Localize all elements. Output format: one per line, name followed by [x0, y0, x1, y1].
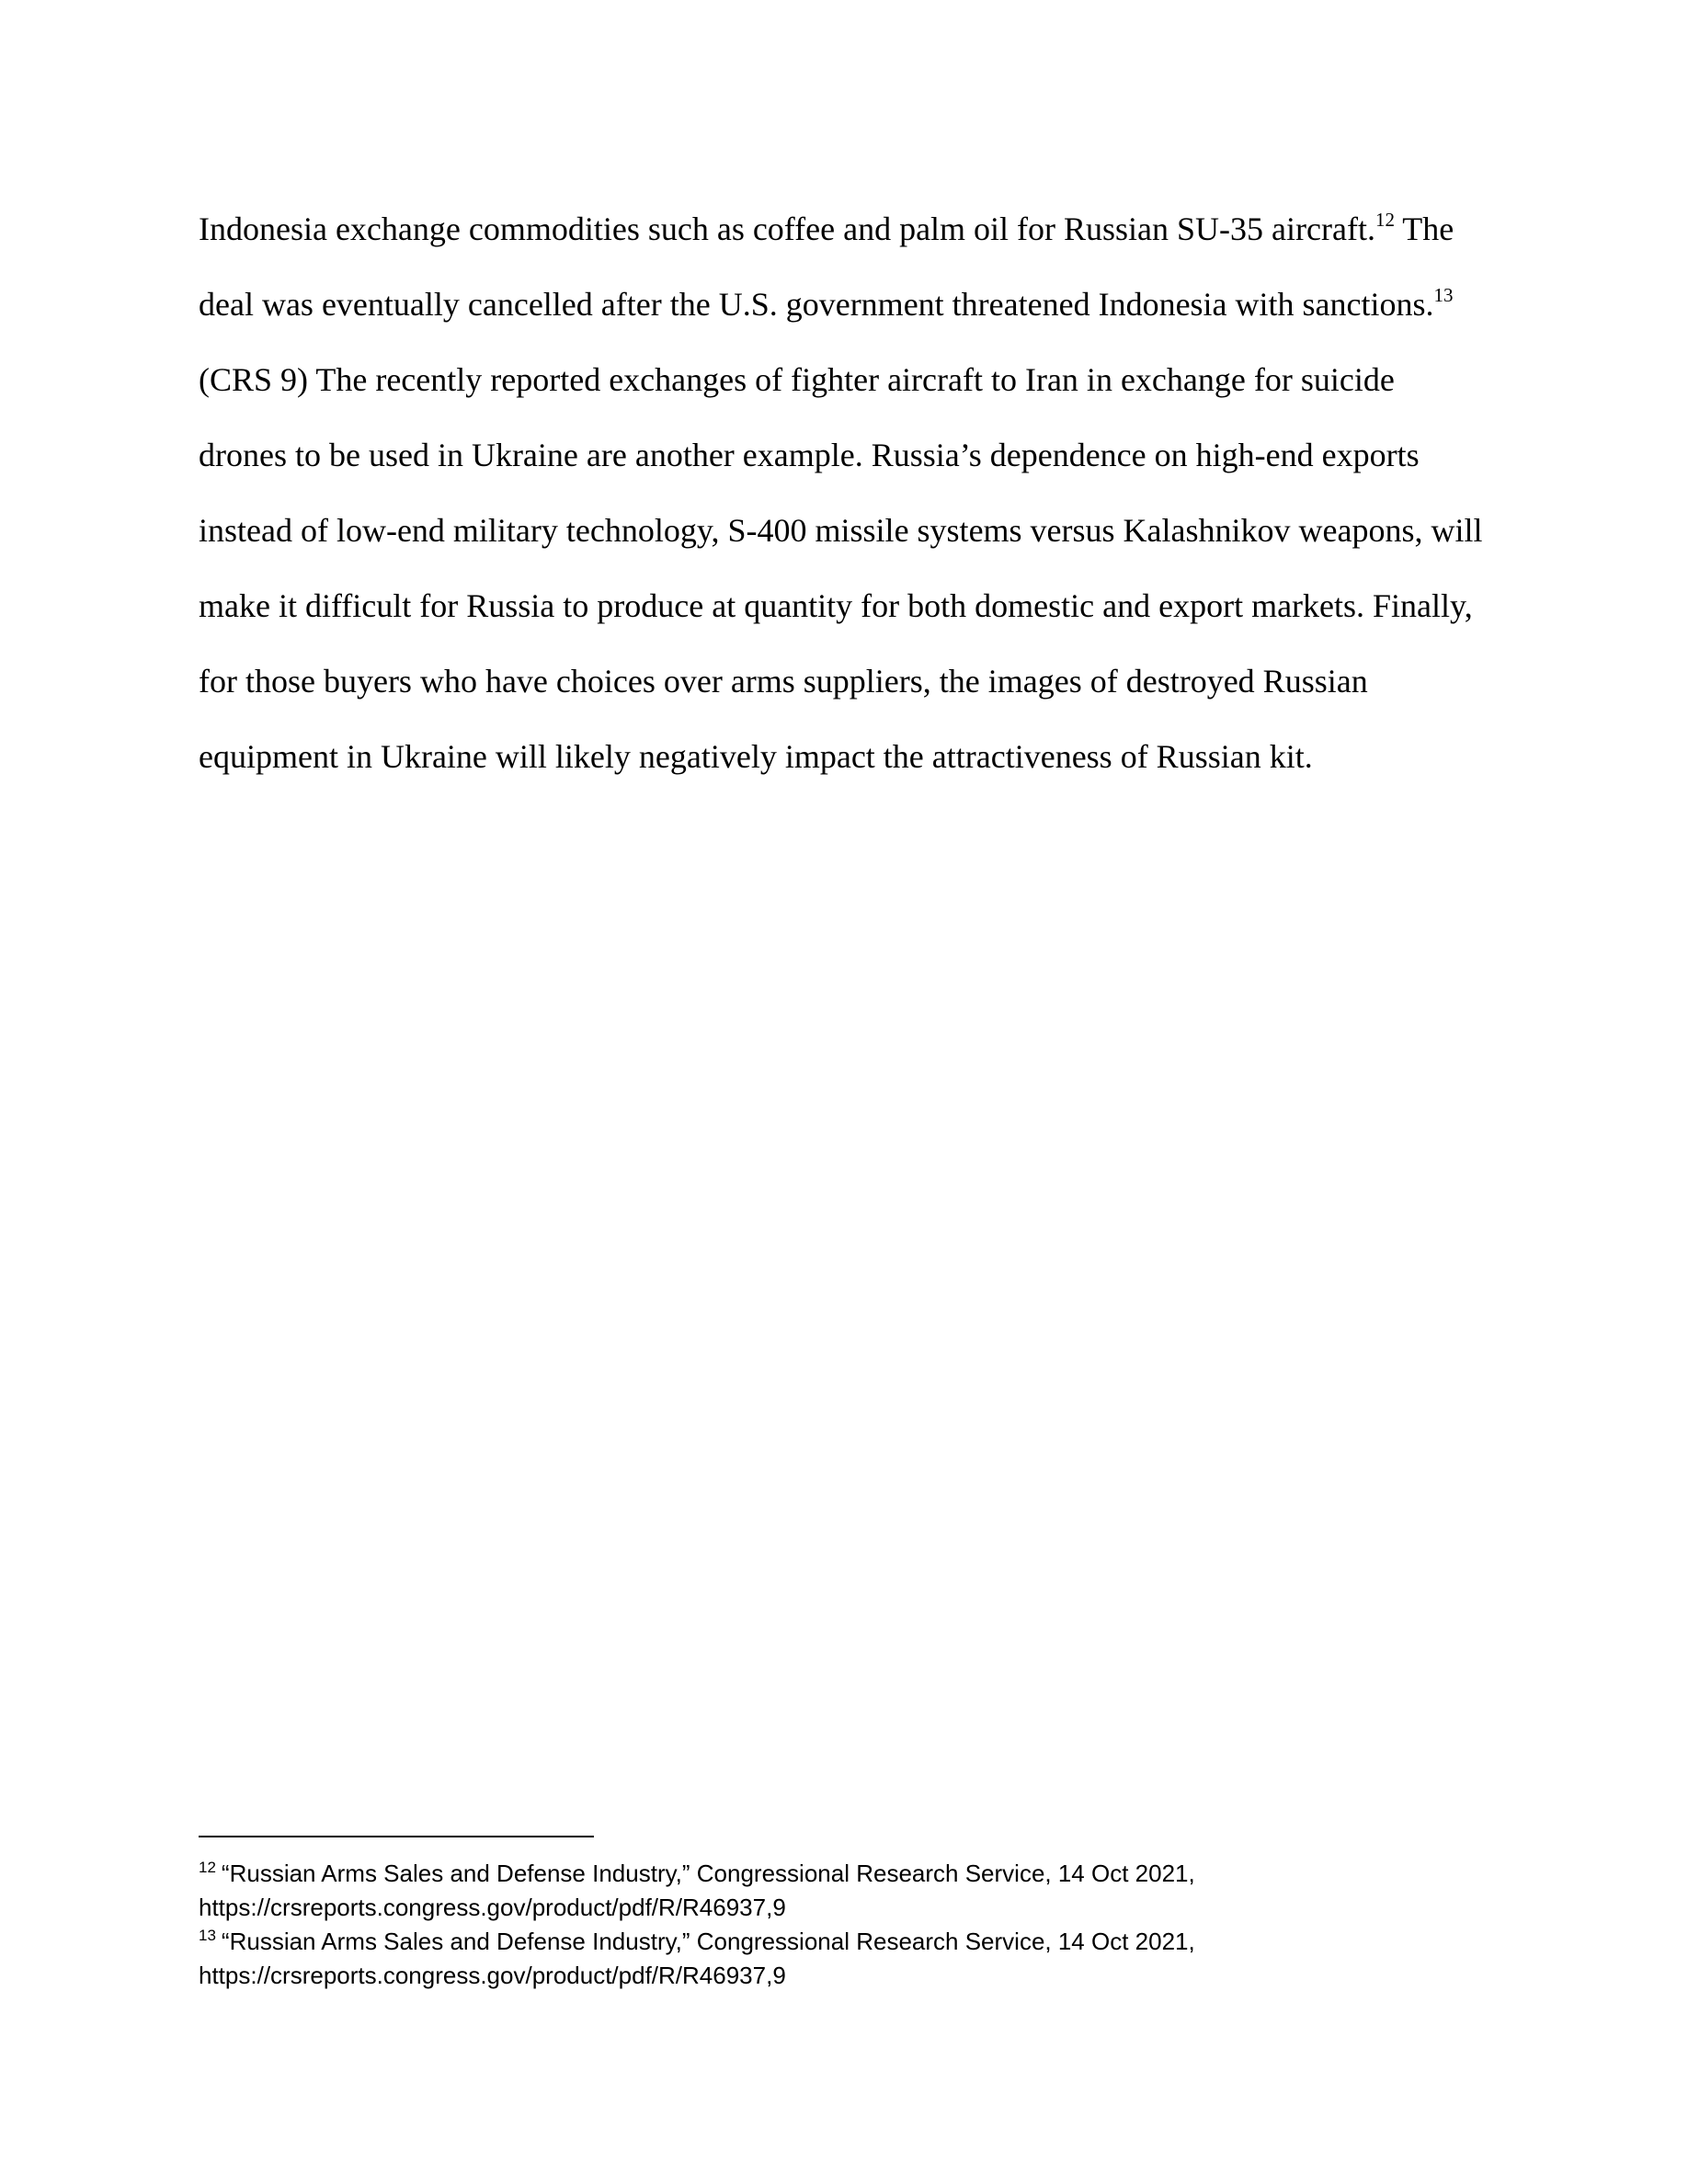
body-paragraph — [199, 191, 1504, 794]
footnotes — [199, 1857, 1504, 1993]
body-line: Indonesia exchange commodities such as coffee and palm oil for Russian SU-35 aircraft.$^{12}$ The — [199, 209, 1454, 247]
footnote-13 — [199, 1925, 1504, 1993]
footnote-url[interactable]: https://crsreports.congress.gov/product/pdf/R/R46937,9 — [199, 1962, 786, 1989]
body-line: equipment in Ukraine will likely negatively impact the attractiveness of Russian kit. — [199, 738, 1313, 775]
body-line: drones to be used in Ukraine are another example. Russia’s dependence on high-end exports — [199, 437, 1420, 473]
footnote-citation: $^{12}$ “Russian Arms Sales and Defense Industry,” Congressional Research Service, 14 Oct 2021, — [199, 1859, 1195, 1887]
body-line: instead of low-end military technology, S-400 missile systems versus Kalashnikov weapons, will — [199, 512, 1483, 549]
footnote-ref-13[interactable]: 13 — [1433, 284, 1454, 306]
footnote-ref-12[interactable]: 12 — [1374, 209, 1395, 231]
body-line: (CRS 9) The recently reported exchanges of fighter aircraft to Iran in exchange for suicide — [199, 361, 1395, 398]
body-line: make it difficult for Russia to produce at quantity for both domestic and export markets. Finally, — [199, 587, 1473, 624]
footnote-citation: $^{13}$ “Russian Arms Sales and Defense Industry,” Congressional Research Service, 14 Oct 2021, — [199, 1927, 1195, 1955]
body-line: for those buyers who have choices over arms suppliers, the images of destroyed Russian — [199, 663, 1368, 700]
footnote-separator — [199, 1836, 594, 1837]
body-line: deal was eventually cancelled after the U.S. government threatened Indonesia with sanctions.$^{13}$ — [199, 284, 1454, 323]
footnote-url[interactable]: https://crsreports.congress.gov/product/pdf/R/R46937,9 — [199, 1894, 786, 1921]
footnote-number: 13 — [199, 1927, 216, 1945]
footnote-number: 12 — [199, 1859, 216, 1877]
footnote-12 — [199, 1857, 1504, 1925]
